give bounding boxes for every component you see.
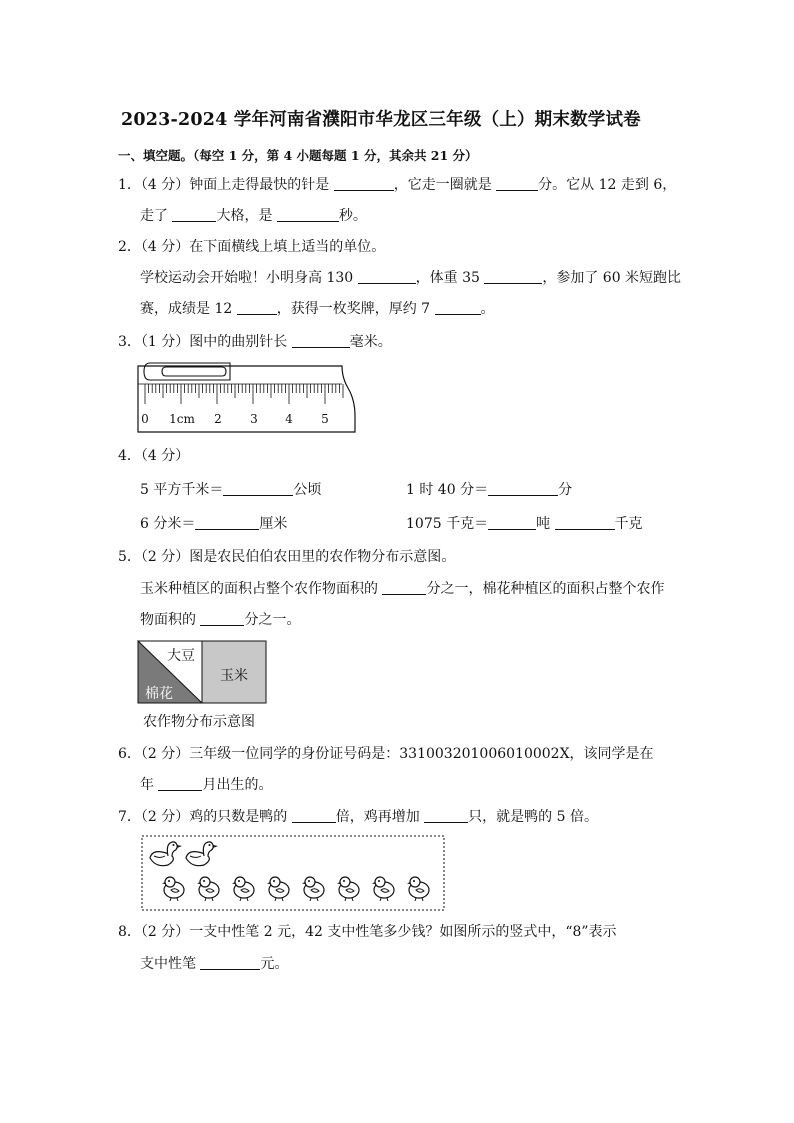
answer-blank[interactable]	[488, 514, 536, 530]
text: 分。它从 12 走到 6，	[538, 177, 677, 193]
ruler-label-0: 0	[141, 412, 149, 426]
ruler-label-5: 5	[321, 412, 329, 426]
question-6-line-2	[140, 775, 272, 795]
text: 走了	[140, 208, 173, 224]
text: 3．（1 分）图中的曲别针长	[118, 334, 292, 350]
text: 倍，鸡再增加	[335, 809, 425, 825]
answer-blank[interactable]	[292, 807, 336, 823]
text: 只，就是鸭的 5 倍。	[468, 809, 598, 825]
text: 分	[558, 482, 573, 498]
question-4-item-c	[140, 514, 287, 534]
text: 学校运动会开始啦！小明身高 130	[140, 270, 358, 286]
crop-distribution-diagram	[137, 640, 267, 704]
question-5-line-3	[140, 610, 300, 630]
text: 吨	[536, 516, 555, 532]
text: 分之一，棉花种植区的面积占整个农作	[426, 581, 665, 597]
text: 1．（4 分）钟面上走得最快的针是	[118, 177, 334, 193]
chick-icon	[162, 877, 184, 901]
dotted-border	[142, 836, 444, 910]
text: 月出生的。	[202, 777, 273, 793]
question-8-line-1: 8．（2 分）一支中性笔 2 元，42 支中性笔多少钱？如图所示的竖式中，“8”表示	[118, 924, 617, 940]
diagram-caption: 农作物分布示意图	[143, 714, 255, 730]
chick-icon	[197, 877, 219, 901]
text: 7．（2 分）鸡的只数是鸭的	[118, 809, 292, 825]
text: 大格，是	[216, 208, 277, 224]
text: 1 时 40 分＝	[406, 482, 489, 498]
chick-icon	[337, 877, 359, 901]
ruler-label-1cm: 1cm	[169, 412, 195, 426]
text: 物面积的	[140, 612, 201, 628]
ruler-label-3: 3	[250, 412, 258, 426]
question-7-line-1	[118, 807, 598, 827]
answer-blank[interactable]	[158, 775, 202, 791]
chick-icon	[302, 877, 324, 901]
answer-blank[interactable]	[555, 514, 615, 530]
text: ，体重 35	[415, 270, 485, 286]
question-4-item-a	[140, 480, 321, 500]
text: 厘米	[259, 516, 288, 532]
chick-icon	[232, 877, 254, 901]
answer-blank[interactable]	[223, 480, 293, 496]
question-8-line-2	[140, 954, 288, 974]
text: 玉米种植区的面积占整个农作物面积的	[140, 581, 383, 597]
answer-blank[interactable]	[496, 175, 538, 191]
text: 年	[140, 777, 159, 793]
text: 1075 千克＝	[406, 516, 489, 532]
answer-blank[interactable]	[200, 954, 260, 970]
answer-blank[interactable]	[237, 299, 277, 315]
ruler-figure	[136, 360, 358, 436]
text: 6 分米＝	[140, 516, 196, 532]
duck-icon	[150, 842, 182, 866]
section-header: 一、填空题。（每空 1 分，第 4 小题每题 1 分，其余共 21 分）	[118, 148, 478, 163]
animals-group	[150, 842, 429, 901]
answer-blank[interactable]	[488, 480, 558, 496]
question-2-line-3	[140, 299, 495, 319]
answer-blank[interactable]	[484, 268, 542, 284]
question-1-line-1	[118, 175, 676, 195]
question-4-item-b	[406, 480, 572, 500]
page-title: 2023-2024 学年河南省濮阳市华龙区三年级（上）期末数学试卷	[121, 110, 641, 130]
answer-blank[interactable]	[358, 268, 416, 284]
text: 赛，成绩是 12	[140, 301, 237, 317]
ducks-chicks-figure	[140, 834, 446, 912]
answer-blank[interactable]	[200, 610, 244, 626]
text: 千克	[614, 516, 643, 532]
answer-blank[interactable]	[424, 807, 468, 823]
answer-blank[interactable]	[195, 514, 259, 530]
text: 分之一。	[244, 612, 301, 628]
answer-blank[interactable]	[277, 206, 339, 222]
text: 秒。	[338, 208, 367, 224]
chick-icon	[372, 877, 394, 901]
text: 支中性笔	[140, 956, 201, 972]
question-1-line-2	[140, 206, 367, 226]
question-2-line-1: 2．（4 分）在下面横线上填上适当的单位。	[118, 239, 386, 255]
text: 公顷	[293, 482, 322, 498]
question-4-item-d	[406, 514, 643, 534]
question-3-line-1	[118, 332, 392, 352]
corn-label: 玉米	[220, 668, 248, 684]
text: 5 平方千米＝	[140, 482, 224, 498]
answer-blank[interactable]	[435, 299, 481, 315]
ruler-label-2: 2	[214, 412, 222, 426]
text: ，参加了 60 米短跑比	[542, 270, 682, 286]
text: 毫米。	[349, 334, 392, 350]
answer-blank[interactable]	[172, 206, 216, 222]
question-5-line-2	[140, 579, 664, 599]
cotton-label: 棉花	[145, 686, 173, 702]
text: ，获得一枚奖牌，厚约 7	[276, 301, 435, 317]
question-5-line-1: 5．（2 分）图是农民伯伯农田里的农作物分布示意图。	[118, 549, 456, 565]
question-6-line-1: 6．（2 分）三年级一位同学的身份证号码是：331003201006010002X，该同学是在	[118, 746, 654, 762]
text: ，它走一圈就是	[393, 177, 497, 193]
ruler-label-4: 4	[285, 412, 293, 426]
chick-icon	[407, 877, 429, 901]
answer-blank[interactable]	[382, 579, 426, 595]
chick-icon	[267, 877, 289, 901]
soy-label: 大豆	[167, 648, 195, 664]
question-2-line-2	[140, 268, 681, 288]
answer-blank[interactable]	[292, 332, 350, 348]
answer-blank[interactable]	[334, 175, 394, 191]
text: 元。	[260, 956, 289, 972]
text: 。	[480, 301, 495, 317]
question-4-header: 4．（4 分）	[118, 448, 190, 464]
duck-icon	[186, 842, 218, 866]
